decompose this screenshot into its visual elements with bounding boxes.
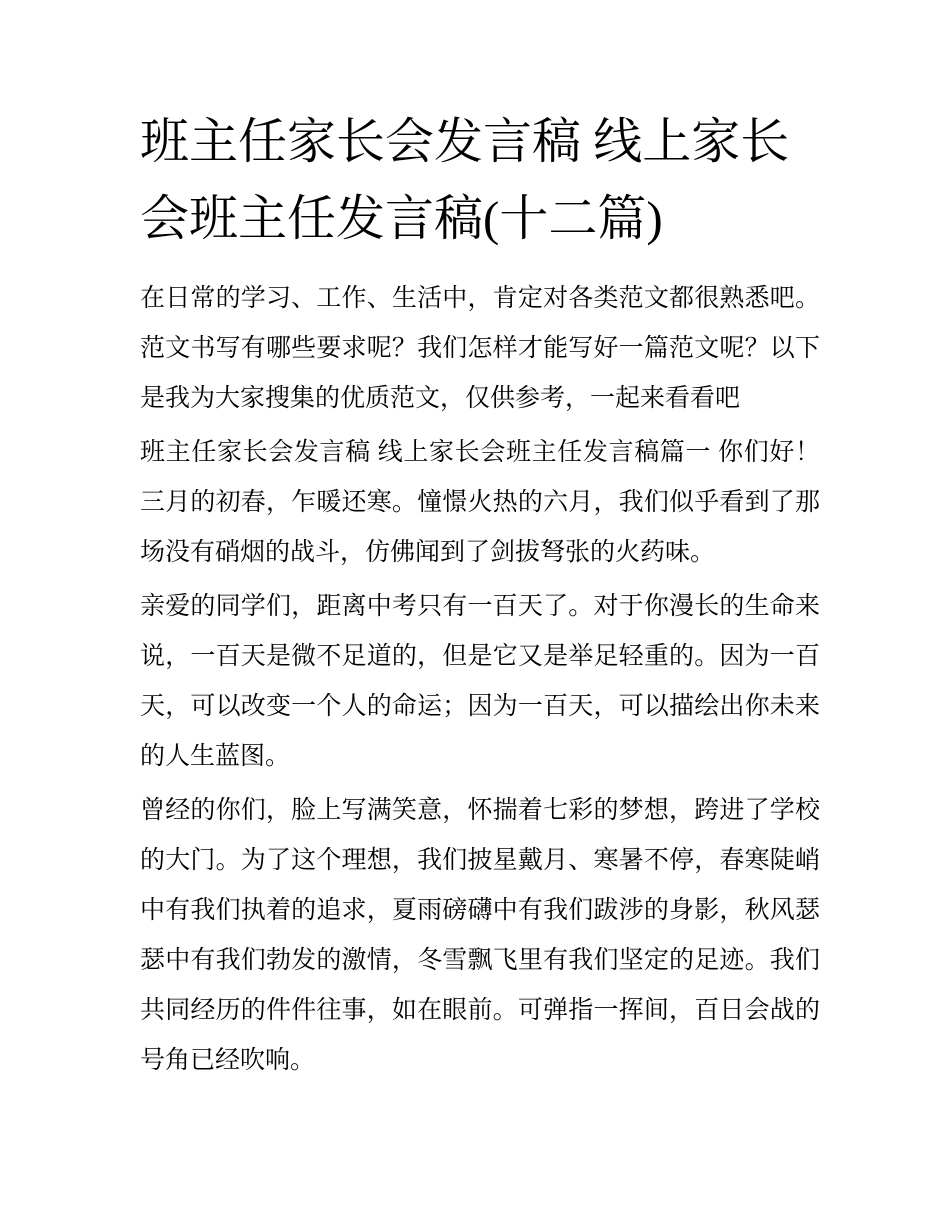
- paragraph-hundred-days: 亲爱的同学们，距离中考只有一百天了。对于你漫长的生命来说，一百天是微不足道的，但是它又是举足轻重的。因为一百天，可以改变一个人的命运；因为一百天，可以描绘出你未来的人生蓝图。: [140, 593, 820, 770]
- document-title: 班主任家长会发言稿 线上家长会班主任发言稿(十二篇): [140, 114, 790, 246]
- paragraph-memories: 曾经的你们，脸上写满笑意，怀揣着七彩的梦想，跨进了学校的大门。为了这个理想，我们披星戴月、寒暑不停，春寒陡峭中有我们执着的追求，夏雨磅礴中有我们跋涉的身影，秋风瑟瑟中有我们勃发的激情，冬雪飘飞里有我们坚定的足迹。我们共同经历的件件往事，如在眼前。可弹指一挥间，百日会战的号角已经吹响。: [140, 797, 820, 1074]
- paragraph-speech-opening: 班主任家长会发言稿 线上家长会班主任发言稿篇一 你们好！三月的初春，乍暖还寒。憧憬火热的六月，我们似乎看到了那场没有硝烟的战斗，仿佛闻到了剑拔弩张的火药味。: [140, 439, 820, 566]
- paragraph-intro: 在日常的学习、工作、生活中，肯定对各类范文都很熟悉吧。范文书写有哪些要求呢？我们怎样才能写好一篇范文呢？以下是我为大家搜集的优质范文，仅供参考，一起来看看吧: [140, 285, 820, 412]
